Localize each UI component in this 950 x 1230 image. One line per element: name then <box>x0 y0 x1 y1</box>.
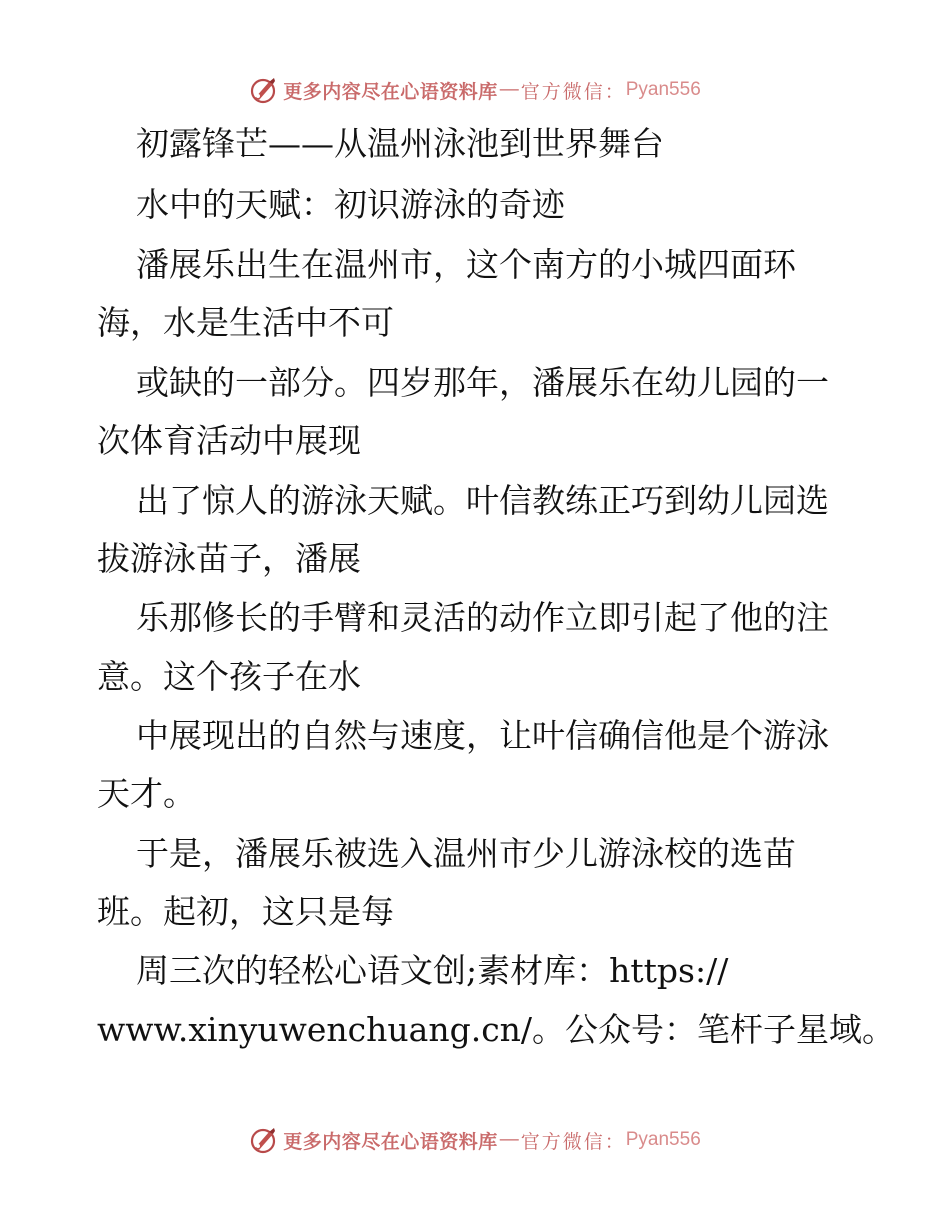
watermark-wechat-label: 官方微信： <box>520 80 626 103</box>
watermark-wechat-label: 官方微信： <box>520 1130 626 1153</box>
watermark-brand-text: 更多内容尽在心语资料库 <box>283 1130 498 1153</box>
body-line: 班。起初，这只是每 <box>97 892 394 931</box>
watermark-wechat-id: Pyan556 <box>625 79 701 100</box>
brush-logo-icon <box>249 76 277 104</box>
body-line: 或缺的一部分。四岁那年，潘展乐在幼儿园的一 <box>136 363 829 402</box>
body-line: 于是，潘展乐被选入温州市少儿游泳校的选苗 <box>136 834 796 873</box>
body-line: 天才。 <box>97 774 196 813</box>
watermark-dash: — <box>499 79 519 100</box>
body-line: 周三次的轻松心语文创;素材库：https:// <box>136 951 729 990</box>
brush-logo-icon <box>249 1126 277 1154</box>
body-line: 意。这个孩子在水 <box>97 657 361 696</box>
body-line: 海，水是生活中不可 <box>97 303 394 342</box>
body-line: 出了惊人的游泳天赋。叶信教练正巧到幼儿园选 <box>136 481 829 520</box>
watermark-brand-text: 更多内容尽在心语资料库 <box>283 80 498 103</box>
section-heading: 水中的天赋：初识游泳的奇迹 <box>136 185 565 224</box>
watermark-dash: — <box>499 1129 519 1150</box>
body-line: 拔游泳苗子，潘展 <box>97 539 361 578</box>
body-line: 中展现出的自然与速度，让叶信确信他是个游泳 <box>136 716 829 755</box>
document-title: 初露锋芒——从温州泳池到世界舞台 <box>136 124 664 163</box>
watermark-wechat-id: Pyan556 <box>625 1129 701 1150</box>
body-line: 次体育活动中展现 <box>97 421 361 460</box>
body-line: 潘展乐出生在温州市，这个南方的小城四面环 <box>136 245 796 284</box>
body-line: 乐那修长的手臂和灵活的动作立即引起了他的注 <box>136 598 829 637</box>
header-watermark <box>0 73 950 107</box>
body-line: www.xinyuwenchuang.cn/。公众号：笔杆子星域。 <box>97 1010 896 1049</box>
footer-watermark <box>0 1123 950 1157</box>
